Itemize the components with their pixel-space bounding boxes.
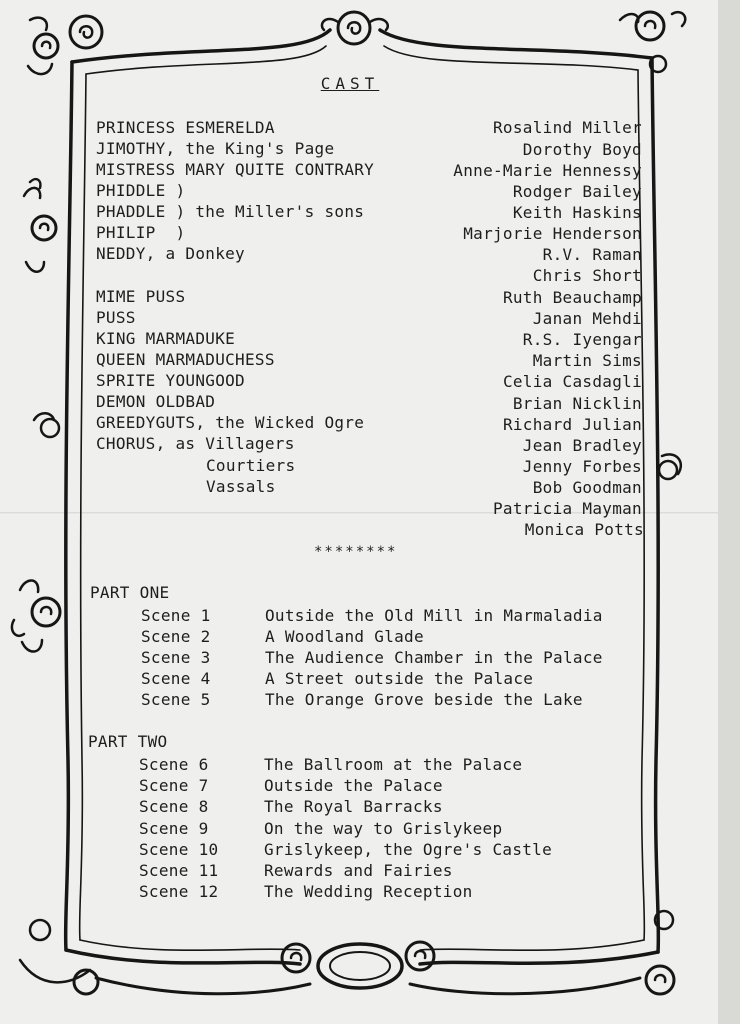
scene-label: Scene 9 xyxy=(139,819,209,838)
cast-actor: Jenny Forbes xyxy=(522,457,642,476)
cast-role: Courtiers xyxy=(206,456,296,475)
cast-actor: Bob Goodman xyxy=(532,478,642,497)
scene-label: Scene 3 xyxy=(141,648,211,667)
scene-label: Scene 8 xyxy=(139,797,209,816)
cast-role: MIME PUSS xyxy=(96,287,186,306)
cast-actor: Jean Bradley xyxy=(522,436,642,455)
cast-actor: Chris Short xyxy=(532,266,642,285)
cast-actor: Monica Potts xyxy=(524,520,644,539)
scene-title: Outside the Palace xyxy=(264,776,443,795)
scene-title: The Wedding Reception xyxy=(264,882,473,901)
scene-title: Rewards and Fairies xyxy=(264,861,453,880)
section-separator: ******** xyxy=(314,544,398,560)
cast-role: NEDDY, a Donkey xyxy=(96,244,245,263)
scene-label: Scene 4 xyxy=(141,669,211,688)
scene-title: The Orange Grove beside the Lake xyxy=(265,690,583,709)
cast-role: PUSS xyxy=(96,308,136,327)
cast-role: SPRITE YOUNGOOD xyxy=(96,371,245,390)
part-two-heading: PART TWO xyxy=(88,732,168,751)
cast-role: DEMON OLDBAD xyxy=(96,392,216,411)
cast-actor: Rodger Bailey xyxy=(512,182,642,201)
cast-actor: Anne-Marie Hennessy xyxy=(453,161,642,180)
scene-title: The Ballroom at the Palace xyxy=(264,755,523,774)
scene-title: A Street outside the Palace xyxy=(265,669,534,688)
scene-label: Scene 2 xyxy=(141,627,211,646)
scene-label: Scene 12 xyxy=(139,882,219,901)
cast-actor: Keith Haskins xyxy=(512,203,642,222)
scene-label: Scene 1 xyxy=(141,606,211,625)
scene-title: The Audience Chamber in the Palace xyxy=(265,648,603,667)
cast-role: KING MARMADUKE xyxy=(96,329,236,348)
cast-actor: Patricia Mayman xyxy=(493,499,642,518)
scene-title: Outside the Old Mill in Marmaladia xyxy=(265,606,603,625)
scene-label: Scene 7 xyxy=(139,776,209,795)
cast-role: JIMOTHY, the King's Page xyxy=(96,139,335,158)
cast-role: Vassals xyxy=(206,477,276,496)
cast-role: PRINCESS ESMERELDA xyxy=(96,118,275,137)
cast-role: PHADDLE ) the Miller's sons xyxy=(96,202,365,221)
cast-role: MISTRESS MARY QUITE CONTRARY xyxy=(96,160,375,179)
cast-actor: Celia Casdagli xyxy=(502,372,642,391)
cast-role: PHILIP ) xyxy=(96,223,186,242)
cast-role: QUEEN MARMADUCHESS xyxy=(96,350,275,369)
scene-title: Grislykeep, the Ogre's Castle xyxy=(264,840,553,859)
cast-heading: CAST xyxy=(320,74,380,93)
cast-role: GREEDYGUTS, the Wicked Ogre xyxy=(96,413,365,432)
scene-title: The Royal Barracks xyxy=(264,797,443,816)
scene-label: Scene 6 xyxy=(139,755,209,774)
cast-actor: R.S. Iyengar xyxy=(522,330,642,349)
cast-role: PHIDDLE ) xyxy=(96,181,186,200)
cast-role: CHORUS, as Villagers xyxy=(96,434,295,453)
cast-actor: Martin Sims xyxy=(532,351,642,370)
cast-actor: Ruth Beauchamp xyxy=(502,288,642,307)
cast-actor: Dorothy Boyd xyxy=(522,140,642,159)
scene-label: Scene 5 xyxy=(141,690,211,709)
scene-label: Scene 10 xyxy=(139,840,219,859)
cast-actor: Janan Mehdi xyxy=(532,309,642,328)
cast-actor: Marjorie Henderson xyxy=(463,224,642,243)
cast-actor: Rosalind Miller xyxy=(493,118,642,137)
cast-actor: Brian Nicklin xyxy=(512,394,642,413)
cast-actor: R.V. Raman xyxy=(542,245,642,264)
scene-title: On the way to Grislykeep xyxy=(264,819,503,838)
cast-actor: Richard Julian xyxy=(502,415,642,434)
part-one-heading: PART ONE xyxy=(90,583,170,602)
scene-title: A Woodland Glade xyxy=(265,627,424,646)
scene-label: Scene 11 xyxy=(139,861,219,880)
